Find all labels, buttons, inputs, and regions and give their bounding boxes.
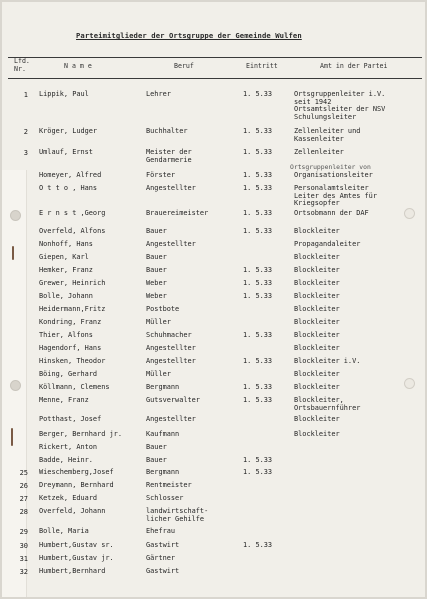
member-party-office: Blockleiter: [294, 279, 340, 287]
member-party-office: Blockleiter: [294, 415, 340, 423]
member-entry-date: 1. 5.33: [243, 148, 273, 156]
member-entry-date: 1. 5.33: [243, 90, 273, 98]
member-profession: Angestellter: [146, 184, 196, 192]
member-name: Humbert,Gustav jr.: [39, 554, 114, 562]
row-number: 25: [19, 469, 28, 477]
member-profession: Bergmann: [146, 468, 180, 476]
document-title: Parteimitglieder der Ortsgruppe der Gemeinde Wulfen: [76, 31, 302, 40]
member-name: Humbert,Gustav sr.: [39, 541, 114, 549]
row-number: 30: [19, 542, 28, 550]
member-profession: Meister der Gendarmerie: [146, 148, 192, 164]
member-name: Hinsken, Theodor: [39, 357, 106, 365]
member-profession: Weber: [146, 292, 167, 300]
member-name: Menne, Franz: [39, 396, 89, 404]
member-profession: Postbote: [146, 305, 180, 313]
member-entry-date: 1. 5.33: [243, 456, 273, 464]
punch-hole: [404, 208, 415, 219]
member-party-office: Blockleiter: [294, 266, 340, 274]
member-name: Kröger, Ludger: [39, 127, 98, 135]
member-name: O t t o , Hans: [39, 184, 98, 192]
member-profession: Brauereimeister: [146, 209, 209, 217]
row-number: 29: [19, 528, 28, 536]
member-party-office: Blockleiter: [294, 344, 340, 352]
member-entry-date: 1. 5.33: [243, 541, 273, 549]
member-party-office: Blockleiter, Ortsbauernführer: [294, 396, 361, 412]
member-profession: Weber: [146, 279, 167, 287]
member-profession: Ehefrau: [146, 527, 176, 535]
member-party-office: Propagandaleiter: [294, 240, 361, 248]
member-profession: Angestellter: [146, 357, 196, 365]
member-party-office: Blockleiter: [294, 331, 340, 339]
row-number: 26: [19, 482, 28, 490]
member-party-office: Blockleiter: [294, 305, 340, 313]
member-entry-date: 1. 5.33: [243, 396, 273, 404]
rust-mark: [11, 428, 13, 446]
member-party-office: Blockleiter: [294, 318, 340, 326]
margin-note: Ortsgruppenleiter von: [290, 163, 371, 171]
member-profession: Angestellter: [146, 415, 196, 423]
column-header-amt: Amt in der Partei: [320, 62, 388, 70]
member-party-office: Blockleiter: [294, 383, 340, 391]
member-entry-date: 1. 5.33: [243, 171, 273, 179]
member-profession: Bergmann: [146, 383, 180, 391]
member-entry-date: 1. 5.33: [243, 383, 273, 391]
member-name: Lippik, Paul: [39, 90, 89, 98]
member-name: Bolle, Johann: [39, 292, 93, 300]
member-entry-date: 1. 5.33: [243, 468, 273, 476]
member-entry-date: 1. 5.33: [243, 292, 273, 300]
member-name: Heidermann,Fritz: [39, 305, 106, 313]
member-name: Giepen, Karl: [39, 253, 89, 261]
member-name: Berger, Bernhard jr.: [39, 430, 122, 438]
member-party-office: Ortsobmann der DAF: [294, 209, 369, 217]
member-profession: Gutsverwalter: [146, 396, 200, 404]
member-profession: Gärtner: [146, 554, 176, 562]
punch-hole: [10, 380, 21, 391]
row-number: 31: [19, 555, 28, 563]
member-profession: Bauer: [146, 227, 167, 235]
member-entry-date: 1. 5.33: [243, 331, 273, 339]
member-name: Umlauf, Ernst: [39, 148, 93, 156]
member-party-office: Blockleiter: [294, 227, 340, 235]
row-number: 1: [23, 91, 28, 99]
member-party-office: Blockleiter: [294, 253, 340, 261]
column-header-name: N a m e: [64, 62, 92, 70]
row-number: 2: [23, 128, 28, 136]
member-name: Thier, Alfons: [39, 331, 93, 339]
row-number: 3: [23, 149, 28, 157]
member-name: Overfeld, Johann: [39, 507, 106, 515]
member-name: Hagendorf, Hans: [39, 344, 102, 352]
header-rule-bottom: [8, 78, 422, 79]
member-name: Homeyer, Alfred: [39, 171, 102, 179]
member-profession: Gastwirt: [146, 541, 180, 549]
member-profession: Schlosser: [146, 494, 184, 502]
column-header-nr: Lfd. Nr.: [14, 57, 30, 73]
member-profession: Bauer: [146, 253, 167, 261]
member-profession: Kaufmann: [146, 430, 180, 438]
member-profession: Buchhalter: [146, 127, 188, 135]
member-party-office: Blockleiter: [294, 430, 340, 438]
member-entry-date: 1. 5.33: [243, 209, 273, 217]
member-profession: Müller: [146, 370, 171, 378]
header-rule-top: [8, 57, 422, 58]
row-number: 32: [19, 568, 28, 576]
row-number: 28: [19, 508, 28, 516]
member-profession: Förster: [146, 171, 176, 179]
rust-mark: [12, 246, 14, 260]
member-name: Badde, Heinr.: [39, 456, 93, 464]
member-profession: Lehrer: [146, 90, 171, 98]
member-name: Grewer, Heinrich: [39, 279, 106, 287]
member-name: Kondring, Franz: [39, 318, 102, 326]
member-party-office: Zellenleiter und Kassenleiter: [294, 127, 361, 143]
document-page: [2, 2, 425, 597]
member-name: Böing, Gerhard: [39, 370, 98, 378]
member-name: Humbert,Bernhard: [39, 567, 106, 575]
member-party-office: Zellenleiter: [294, 148, 344, 156]
column-header-eintritt: Eintritt: [246, 62, 278, 70]
member-profession: Angestellter: [146, 240, 196, 248]
row-number: 27: [19, 495, 28, 503]
member-profession: Müller: [146, 318, 171, 326]
member-name: Potthast, Josef: [39, 415, 102, 423]
member-name: Rickert, Anton: [39, 443, 98, 451]
member-name: Dreymann, Bernhard: [39, 481, 114, 489]
member-profession: Bauer: [146, 456, 167, 464]
punch-hole: [404, 378, 415, 389]
member-entry-date: 1. 5.33: [243, 184, 273, 192]
member-profession: Rentmeister: [146, 481, 192, 489]
member-profession: Schuhmacher: [146, 331, 192, 339]
member-party-office: Personalamtsleiter Leiter des Amtes für Kriegsopfer: [294, 184, 377, 208]
member-name: Bolle, Maria: [39, 527, 89, 535]
member-party-office: Organisationsleiter: [294, 171, 373, 179]
member-profession: Gastwirt: [146, 567, 180, 575]
member-profession: Bauer: [146, 443, 167, 451]
member-entry-date: 1. 5.33: [243, 266, 273, 274]
member-name: Köllmann, Clemens: [39, 383, 110, 391]
member-party-office: Blockleiter: [294, 370, 340, 378]
member-profession: landwirtschaft- licher Gehilfe: [146, 507, 209, 523]
member-name: Hemker, Franz: [39, 266, 93, 274]
member-name: E r n s t ,Georg: [39, 209, 106, 217]
column-header-beruf: Beruf: [174, 62, 194, 70]
member-entry-date: 1. 5.33: [243, 357, 273, 365]
member-profession: Bauer: [146, 266, 167, 274]
member-profession: Angestellter: [146, 344, 196, 352]
member-entry-date: 1. 5.33: [243, 127, 273, 135]
member-entry-date: 1. 5.33: [243, 279, 273, 287]
member-name: Wieschemberg,Josef: [39, 468, 114, 476]
member-name: Nonhoff, Hans: [39, 240, 93, 248]
member-entry-date: 1. 5.33: [243, 227, 273, 235]
member-party-office: Blockleiter i.V.: [294, 357, 361, 365]
punch-hole: [10, 210, 21, 221]
member-name: Overfeld, Alfons: [39, 227, 106, 235]
member-name: Ketzek, Eduard: [39, 494, 98, 502]
member-party-office: Blockleiter: [294, 292, 340, 300]
member-party-office: Ortsgruppenleiter i.V. seit 1942 Ortsamtsleiter der NSV Schulungsleiter: [294, 90, 386, 121]
